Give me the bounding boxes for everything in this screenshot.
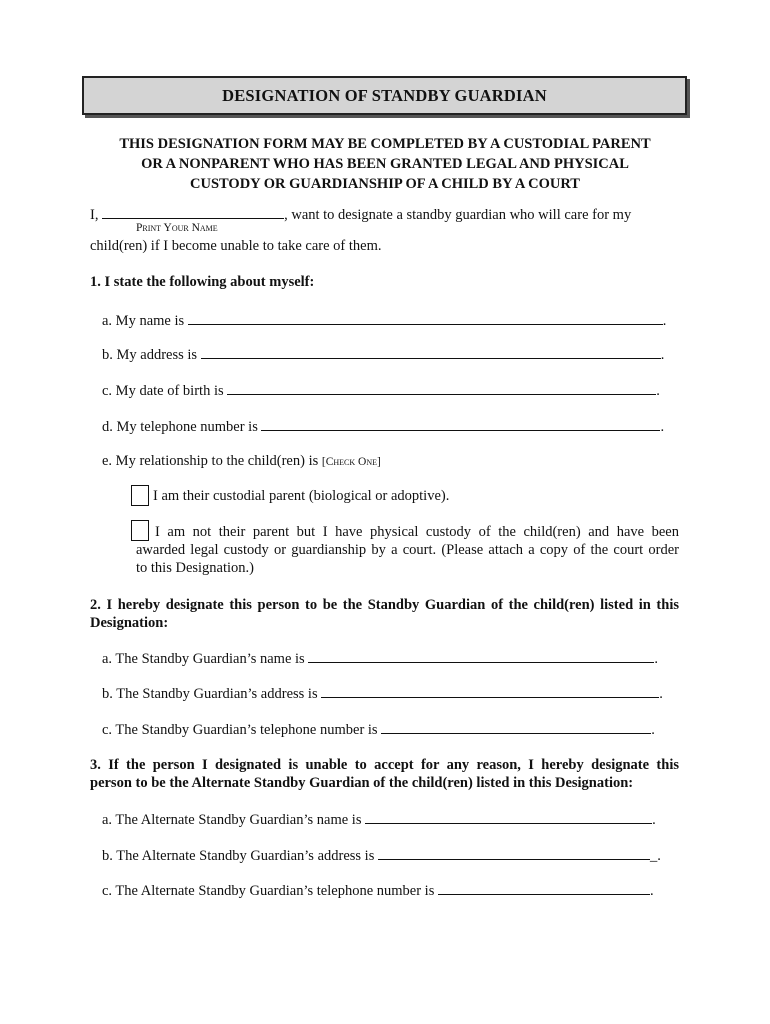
section-2-heading — [90, 596, 679, 632]
alternate-name-row — [102, 810, 656, 829]
section-3-heading-line-2: person to be the Alternate Standby Guardian of the child(ren) listed in this Designation: — [90, 775, 634, 791]
my-name-label: a. My name is — [102, 313, 185, 329]
period: . — [660, 347, 665, 363]
my-name-row — [102, 311, 666, 330]
intro-line-3: CUSTODY OR GUARDIANSHIP OF A CHILD BY A COURT — [190, 176, 580, 192]
alternate-phone-field[interactable] — [438, 881, 650, 895]
relationship-hint: [Check One] — [321, 456, 381, 468]
alternate-address-field[interactable] — [378, 846, 650, 860]
guardian-name-row — [102, 649, 658, 668]
form-title: DESIGNATION OF STANDBY GUARDIAN — [222, 85, 547, 105]
form-title-box — [82, 76, 687, 115]
declaration-prefix: I, — [90, 207, 99, 223]
nonparent-line-3: to this Designation.) — [136, 560, 255, 576]
alternate-name-field[interactable] — [365, 810, 652, 824]
my-dob-row — [102, 381, 660, 400]
period: . — [654, 651, 658, 667]
relationship-label: e. My relationship to the child(ren) is — [102, 453, 319, 469]
period: . — [649, 883, 654, 899]
declaration-line-2: child(ren) if I become unable to take care of them. — [90, 238, 382, 254]
relationship-row — [102, 453, 381, 470]
my-phone-row — [102, 417, 664, 436]
alternate-phone-label: c. The Alternate Standby Guardian’s telephone number is — [102, 883, 435, 899]
guardian-address-field[interactable] — [321, 684, 659, 698]
intro-line-2: OR A NONPARENT WHO HAS BEEN GRANTED LEGAL AND PHYSICAL — [141, 156, 629, 172]
guardian-address-row — [102, 684, 663, 703]
my-phone-field[interactable] — [261, 417, 660, 431]
my-address-field[interactable] — [201, 345, 661, 359]
declaration-suffix: , want to designate a standby guardian who will care for my — [284, 207, 632, 223]
my-phone-label: d. My telephone number is — [102, 419, 258, 435]
guardian-name-label: a. The Standby Guardian’s name is — [102, 651, 305, 667]
name-field-caption: Print Your Name — [136, 222, 218, 234]
my-dob-field[interactable] — [227, 381, 656, 395]
guardian-phone-field[interactable] — [381, 720, 651, 734]
custodial-parent-option-label: I am their custodial parent (biological or adoptive). — [153, 488, 450, 504]
period: . — [651, 722, 655, 738]
my-address-label: b. My address is — [102, 347, 198, 363]
period: . — [652, 812, 656, 828]
alternate-phone-row — [102, 881, 654, 900]
guardian-name-field[interactable] — [308, 649, 654, 663]
my-dob-label: c. My date of birth is — [102, 383, 224, 399]
intro-line-1: THIS DESIGNATION FORM MAY BE COMPLETED BY A CUSTODIAL PARENT — [119, 136, 651, 152]
declarant-name-field[interactable] — [102, 205, 284, 219]
period: . — [662, 313, 667, 329]
alternate-address-label: b. The Alternate Standby Guardian’s address is — [102, 848, 375, 864]
section-2-heading-line-1: 2. I hereby designate this person to be the Standby Guardian of the child(ren) listed in this — [90, 597, 679, 613]
section-2-heading-line-2: Designation: — [90, 615, 169, 631]
section-3-heading-line-1: 3. If the person I designated is unable to accept for any reason, I hereby designate this — [90, 757, 679, 773]
period: . — [659, 686, 663, 702]
alternate-address-row — [102, 846, 661, 865]
alternate-address-trail: _. — [649, 848, 661, 864]
period: . — [660, 419, 665, 435]
custodial-parent-checkbox[interactable] — [131, 485, 149, 506]
nonparent-line-1: I am not their parent but I have physical custody of the child(ren) and have been — [155, 524, 679, 540]
section-1-heading: 1. I state the following about myself: — [90, 274, 315, 290]
section-3-heading — [90, 756, 679, 792]
period: . — [656, 383, 660, 399]
my-name-field[interactable] — [188, 311, 663, 325]
guardian-phone-row — [102, 720, 655, 739]
my-address-row — [102, 345, 664, 364]
nonparent-line-2: awarded legal custody or guardianship by a court. (Please attach a copy of the court order — [136, 542, 679, 558]
nonparent-custody-option-label — [136, 523, 679, 577]
intro-statement — [60, 134, 710, 194]
guardian-phone-label: c. The Standby Guardian’s telephone number is — [102, 722, 378, 738]
alternate-name-label: a. The Alternate Standby Guardian’s name is — [102, 812, 362, 828]
guardian-address-label: b. The Standby Guardian’s address is — [102, 686, 318, 702]
